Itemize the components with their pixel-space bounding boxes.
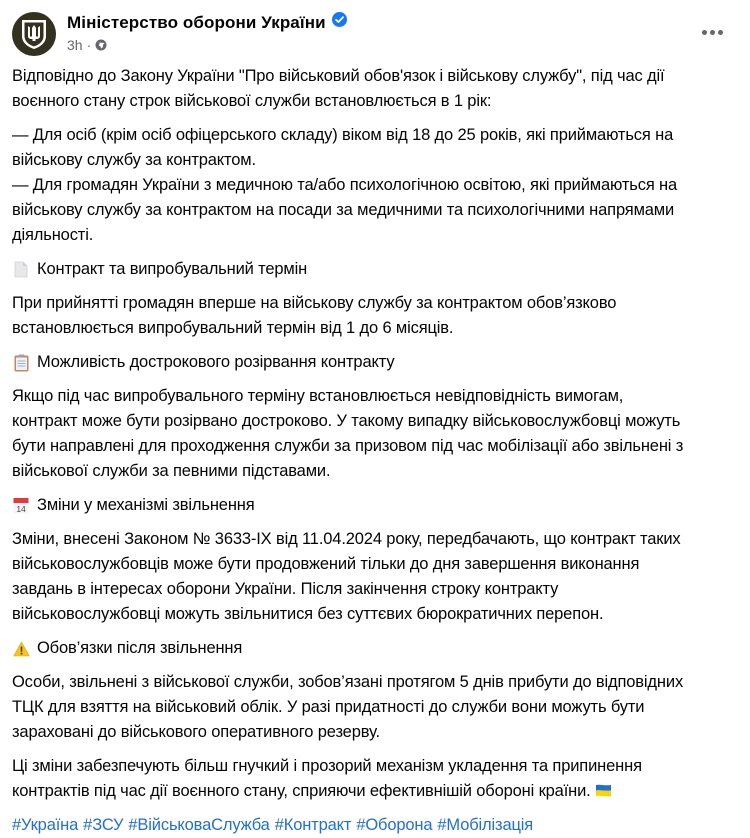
more-dot	[718, 30, 723, 35]
text-line: діяльності.	[12, 226, 94, 244]
ukraine-flag-icon	[595, 784, 612, 797]
section-heading-termination	[12, 350, 742, 375]
author-name[interactable]: Міністерство оборони України	[67, 12, 347, 33]
warning-icon	[12, 640, 30, 658]
conclusion-text: контрактів під час дії воєнного стану, сприяючи ефективнішій обороні країни.	[12, 782, 591, 800]
text-line: зараховані до військового оперативного резерву.	[12, 723, 380, 741]
text-line: Особи, звільнені з військової служби, зобов’язані протягом 5 днів прибути до відповідних	[12, 673, 684, 691]
text-line: При прийнятті громадян вперше на військову службу за контрактом обов’язково	[12, 294, 617, 312]
section-paragraph	[12, 527, 742, 627]
hashtags	[12, 813, 742, 838]
section-title: Контракт та випробувальний термін	[37, 260, 308, 278]
hashtag-link[interactable]: #ВійськоваСлужба	[128, 816, 270, 834]
post-text	[12, 64, 742, 838]
hashtag-link[interactable]: #Оборона	[356, 816, 433, 834]
globe-icon[interactable]	[95, 39, 107, 51]
text-line: військову службу за контрактом на посади за медичними та психологічними напрямами	[12, 201, 675, 219]
section-title: Можливість дострокового розірвання контракту	[37, 353, 395, 371]
text-line: встановлюється випробувальний термін від 1 до 6 місяців.	[12, 319, 454, 337]
section-heading-contract	[12, 257, 742, 282]
post-meta	[67, 37, 107, 53]
meta-separator: ·	[86, 37, 92, 53]
clipboard-icon	[12, 354, 30, 372]
calendar-icon	[12, 497, 30, 515]
verified-badge-icon	[332, 12, 347, 27]
hashtag-link[interactable]: #ЗСУ	[83, 816, 124, 834]
section-heading-obligations	[12, 636, 742, 661]
list-item: — Для осіб (крім осіб офіцерського складу) віком від 18 до 25 років, які приймаються на	[12, 126, 674, 144]
svg-text:14: 14	[16, 504, 26, 515]
avatar[interactable]	[12, 12, 56, 56]
conclusion-paragraph	[12, 754, 742, 804]
hashtag-link[interactable]: #Мобілізація	[437, 816, 534, 834]
section-heading-dismissal-changes	[12, 493, 742, 518]
terms-list	[12, 123, 742, 248]
text-line: завдань в інтересах оборони України. Після закінчення строку контракту	[12, 580, 559, 598]
text-line: Зміни, внесені Законом № 3633-IX від 11.04.2024 року, передбачають, що контракт таких	[12, 530, 681, 548]
section-paragraph	[12, 291, 742, 341]
text-line: контракт може бути розірвано достроково. У такому випадку військовослужбовці можуть	[12, 412, 681, 430]
section-paragraph	[12, 384, 742, 484]
hashtag-link[interactable]: #Україна	[12, 816, 79, 834]
hashtag-link[interactable]: #Контракт	[274, 816, 352, 834]
section-paragraph	[12, 670, 742, 745]
more-dot	[710, 30, 715, 35]
text-line: Якщо під час випробувального терміну встановлюється невідповідність вимогам,	[12, 387, 624, 405]
text-line: ТЦК для взяття на військовий облік. У разі придатності до служби вони можуть бути	[12, 698, 645, 716]
text-line: Відповідно до Закону України "Про військовий обов'язок і військову службу", під час дії	[12, 67, 665, 85]
more-options-button[interactable]	[698, 22, 726, 42]
post-header	[0, 0, 750, 60]
text-line: бути направлені для проходження служби за призовом під час мобілізації або звільнені з	[12, 437, 684, 455]
text-line: військовослужбовців може бути продовжений тільки до дня завершення виконання	[12, 555, 640, 573]
intro-paragraph	[12, 64, 742, 114]
page-facing-up-icon	[12, 261, 30, 279]
text-line: військової служби за певними підставами.	[12, 462, 331, 480]
more-horizontal-icon	[702, 30, 707, 35]
text-line: воєнного стану строк військової служби встановлюється в 1 рік:	[12, 92, 492, 110]
post-time[interactable]: 3h	[67, 37, 83, 53]
section-title: Зміни у механізмі звільнення	[37, 496, 255, 514]
text-line	[12, 779, 742, 804]
text-line: військовослужбовці можуть звільнитися без суттєвих бюрократичних перепон.	[12, 605, 604, 623]
text-line: військову службу за контрактом.	[12, 151, 256, 169]
trident-shield-icon	[19, 17, 49, 51]
text-line: Ці зміни забезпечують більш гнучкий і прозорий механізм укладення та припинення	[12, 757, 642, 775]
list-item: — Для громадян України з медичною та/або психологічною освітою, які приймаються на	[12, 176, 678, 194]
section-title: Обов’язки після звільнення	[37, 639, 243, 657]
